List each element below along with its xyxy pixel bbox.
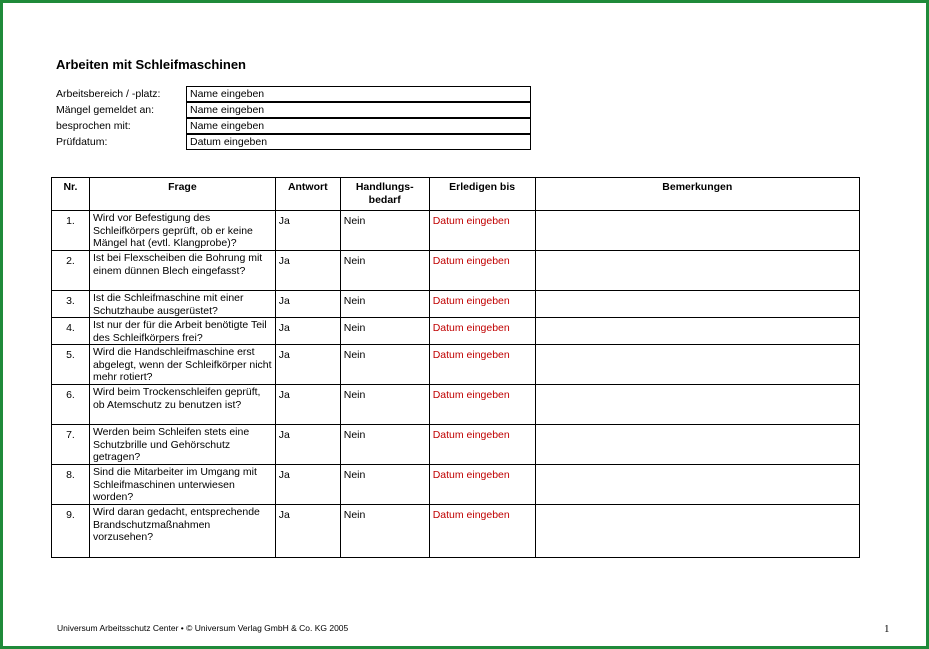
answer-cell[interactable]: Ja xyxy=(275,291,340,318)
header-frage: Frage xyxy=(89,178,275,211)
info-row-arbeitsbereich xyxy=(56,86,531,102)
action-needed-cell[interactable]: Nein xyxy=(340,385,429,425)
arbeitsbereich-field[interactable]: Name eingeben xyxy=(186,86,531,102)
action-needed-cell[interactable]: Nein xyxy=(340,318,429,345)
question-cell: Ist bei Flexscheiben die Bohrung mit einem dünnen Blech eingefasst? xyxy=(89,251,275,291)
due-date-cell[interactable]: Datum eingeben xyxy=(429,385,535,425)
table-row xyxy=(52,465,860,505)
table-header-row xyxy=(52,178,860,211)
header-nr: Nr. xyxy=(52,178,90,211)
remarks-cell[interactable] xyxy=(535,465,859,505)
action-needed-cell[interactable]: Nein xyxy=(340,465,429,505)
answer-cell[interactable]: Ja xyxy=(275,211,340,251)
table-row xyxy=(52,291,860,318)
answer-cell[interactable]: Ja xyxy=(275,425,340,465)
answer-cell[interactable]: Ja xyxy=(275,505,340,558)
due-date-cell[interactable]: Datum eingeben xyxy=(429,425,535,465)
info-label: besprochen mit: xyxy=(56,120,131,132)
action-needed-cell[interactable]: Nein xyxy=(340,291,429,318)
question-cell: Ist nur der für die Arbeit benötigte Teil des Schleifkörpers frei? xyxy=(89,318,275,345)
remarks-cell[interactable] xyxy=(535,211,859,251)
maengel-gemeldet-field[interactable]: Name eingeben xyxy=(186,102,531,118)
answer-cell[interactable]: Ja xyxy=(275,251,340,291)
besprochen-mit-field[interactable]: Name eingeben xyxy=(186,118,531,134)
page-number: 1 xyxy=(884,623,890,635)
pruefdatum-field[interactable]: Datum eingeben xyxy=(186,134,531,150)
answer-cell[interactable]: Ja xyxy=(275,345,340,385)
info-label: Arbeitsbereich / -platz: xyxy=(56,88,161,100)
answer-cell[interactable]: Ja xyxy=(275,465,340,505)
table-row xyxy=(52,505,860,558)
action-needed-cell[interactable]: Nein xyxy=(340,425,429,465)
remarks-cell[interactable] xyxy=(535,385,859,425)
due-date-cell[interactable]: Datum eingeben xyxy=(429,505,535,558)
row-number: 3. xyxy=(52,291,90,318)
remarks-cell[interactable] xyxy=(535,251,859,291)
action-needed-cell[interactable]: Nein xyxy=(340,505,429,558)
question-cell: Ist die Schleifmaschine mit einer Schutzhaube ausgerüstet? xyxy=(89,291,275,318)
question-cell: Wird die Handschleifmaschine erst abgelegt, wenn der Schleifkörper nicht mehr rotiert? xyxy=(89,345,275,385)
action-needed-cell[interactable]: Nein xyxy=(340,211,429,251)
info-row-pruefdatum xyxy=(56,134,531,150)
action-needed-cell[interactable]: Nein xyxy=(340,251,429,291)
remarks-cell[interactable] xyxy=(535,318,859,345)
row-number: 4. xyxy=(52,318,90,345)
question-cell: Sind die Mitarbeiter im Umgang mit Schleifmaschinen unterwiesen worden? xyxy=(89,465,275,505)
due-date-cell[interactable]: Datum eingeben xyxy=(429,318,535,345)
header-antwort: Antwort xyxy=(275,178,340,211)
header-handlungsbedarf: Handlungs-bedarf xyxy=(340,178,429,211)
footer-copyright: Universum Arbeitsschutz Center • © Universum Verlag GmbH & Co. KG 2005 xyxy=(57,623,349,633)
row-number: 7. xyxy=(52,425,90,465)
action-needed-cell[interactable]: Nein xyxy=(340,345,429,385)
info-row-maengel xyxy=(56,102,531,118)
document-title: Arbeiten mit Schleifmaschinen xyxy=(56,57,246,72)
due-date-cell[interactable]: Datum eingeben xyxy=(429,291,535,318)
question-cell: Werden beim Schleifen stets eine Schutzbrille und Gehörschutz getragen? xyxy=(89,425,275,465)
info-label: Mängel gemeldet an: xyxy=(56,104,155,116)
info-row-besprochen xyxy=(56,118,531,134)
answer-cell[interactable]: Ja xyxy=(275,385,340,425)
due-date-cell[interactable]: Datum eingeben xyxy=(429,211,535,251)
row-number: 5. xyxy=(52,345,90,385)
question-cell: Wird daran gedacht, entsprechende Brandschutzmaßnahmen vorzusehen? xyxy=(89,505,275,558)
table-row xyxy=(52,345,860,385)
row-number: 1. xyxy=(52,211,90,251)
table-row xyxy=(52,425,860,465)
row-number: 6. xyxy=(52,385,90,425)
info-fields xyxy=(56,86,531,150)
remarks-cell[interactable] xyxy=(535,345,859,385)
remarks-cell[interactable] xyxy=(535,425,859,465)
due-date-cell[interactable]: Datum eingeben xyxy=(429,345,535,385)
row-number: 2. xyxy=(52,251,90,291)
answer-cell[interactable]: Ja xyxy=(275,318,340,345)
question-cell: Wird vor Befestigung des Schleifkörpers geprüft, ob er keine Mängel hat (evtl. Klangprobe)? xyxy=(89,211,275,251)
due-date-cell[interactable]: Datum eingeben xyxy=(429,251,535,291)
table-row xyxy=(52,251,860,291)
header-bemerkungen: Bemerkungen xyxy=(535,178,859,211)
due-date-cell[interactable]: Datum eingeben xyxy=(429,465,535,505)
table-row xyxy=(52,385,860,425)
remarks-cell[interactable] xyxy=(535,505,859,558)
row-number: 8. xyxy=(52,465,90,505)
info-label: Prüfdatum: xyxy=(56,136,108,148)
question-cell: Wird beim Trockenschleifen geprüft, ob Atemschutz zu benutzen ist? xyxy=(89,385,275,425)
remarks-cell[interactable] xyxy=(535,291,859,318)
table-row xyxy=(52,211,860,251)
header-erledigen-bis: Erledigen bis xyxy=(429,178,535,211)
row-number: 9. xyxy=(52,505,90,558)
table-row xyxy=(52,318,860,345)
checklist-table xyxy=(51,177,860,558)
